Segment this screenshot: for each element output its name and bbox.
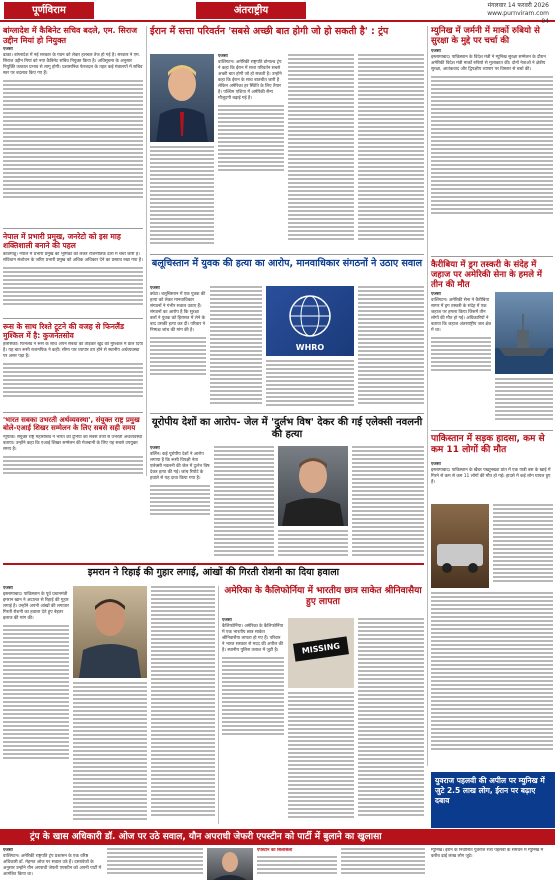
dateline: एजेंसी: [150, 446, 160, 451]
headline-accident: पाकिस्तान में सड़क हादसा, कम से कम 11 लोगों की मौत: [431, 434, 545, 455]
divider: [3, 563, 424, 565]
navalny-photo-illustration: [278, 446, 348, 526]
text-filler: [150, 485, 210, 515]
page-number: 04: [541, 18, 549, 25]
body-un: [3, 435, 143, 489]
headline-iran: ईरान में सत्ता परिवर्तन 'सबसे अच्छी बात होगी जो हो सकती है' : ट्रंप: [150, 26, 389, 37]
text-filler: [431, 592, 553, 750]
munich-story: [431, 26, 553, 245]
date-line: [487, 2, 549, 26]
divider: [3, 412, 143, 413]
headline-nepal: नेपाल में प्रभारी प्रमुख, जनरेटो को इस माह शक्तिशाली बनाने की पहल: [3, 232, 121, 250]
russia-finland-story: [3, 322, 143, 422]
body-imran-col2: [73, 682, 147, 822]
dateline: एजेंसी: [222, 618, 232, 623]
left-column: [3, 26, 143, 237]
dateline: एजेंसी: [218, 54, 228, 59]
text-filler: [107, 848, 203, 874]
body-california: [222, 618, 284, 822]
text-filler: [431, 337, 491, 371]
body-accident-cont: [431, 592, 553, 752]
text-baluchistan: क्वेटा। बलूचिस्तान में एक युवक की हत्या को लेकर मानवाधिकार संगठनों ने गंभीर सवाल उठाए हैं। संगठनों का आरोप है कि सुरक्षा बलों ने युवक को हिरासत में लेने के बाद उसकी हत्या कर दी। परिवार ने निष्पक्ष जांच की मांग की है।: [150, 292, 206, 333]
body-baluchistan-col4: [358, 286, 424, 410]
website: www.purnviram.com: [487, 10, 549, 17]
navalny-story: [150, 417, 424, 441]
text-imran: इस्लामाबाद। पाकिस्तान के पूर्व प्रधानमंत्री इमरान खान ने अदालत से रिहाई की गुहार लगाई है। उन्होंने अपनी आंखों की लगातार गिरती रोशनी का हवाला देते हुए बेहतर इलाज की मांग की।: [3, 592, 69, 621]
text-filler: [3, 363, 143, 397]
logo-caption: WHRO: [295, 343, 325, 352]
text-filler: [278, 530, 348, 556]
divider: [150, 413, 424, 414]
text-filler: [3, 80, 143, 198]
headline-california: अमेरिका के कैलिफोर्निया में भारतीय छात्र साकेत श्रीनिवासैया हुए लापता: [224, 586, 422, 607]
accident-photo: [431, 504, 489, 588]
bottom-banner-headline: ट्रंप के खास अधिकारी डॉ. ओज पर उठे सवाल, यौन अपराधी जेफरी एपस्टीन को पार्टी में बुलाने का खुलासा: [0, 829, 555, 845]
dateline: एजेंसी: [3, 848, 13, 853]
navalny-photo: [278, 446, 348, 526]
body-bangladesh: [3, 47, 143, 237]
headline-un: 'भारत सबका उभरती अर्थव्यवस्था', संयुक्त राष्ट्र प्रमुख बोले-एआई शिखर सम्मेलन के लिए सबसे सही समय: [3, 416, 140, 433]
text-filler: [3, 456, 143, 474]
text-finland: हेलसिंकी। फिनलैंड ने रूस के साथ अपने संबंधों को तोड़कर खुद को मुश्किल में डाल दिया है। यह बात रूसी राजनयिक ने कही। सीमा पार व्यापार ठप होने से स्थानीय अर्थव्यवस्था पर असर पड़ा है।: [3, 342, 143, 359]
warship-photo: [495, 292, 553, 374]
dateline: एजेंसी: [431, 462, 441, 467]
text-filler: [358, 618, 424, 816]
dateline: एजेंसी: [431, 49, 441, 55]
iran-story: [150, 26, 422, 37]
body-navalny-col4: [352, 446, 424, 560]
body-caribbean: [431, 292, 491, 426]
text-filler: [266, 360, 354, 406]
body-oz-col4: [341, 848, 425, 880]
text-munich: इस्लामाबाद। पाकिस्तान के विदेश मंत्री ने म्युनिख सुरक्षा सम्मेलन के दौरान अमेरिकी विदेश मंत्री मार्को रुबियो से मुलाकात की। दोनों नेताओं ने क्षेत्रीय सुरक्षा, आतंकवाद और द्विपक्षीय व्यापार पर विस्तार से चर्चा की।: [431, 55, 546, 73]
body-baluchistan-col3: [266, 360, 354, 410]
body-iran-col3: [288, 54, 354, 250]
text-nepal: काठमांडू। नेपाल में प्रभारी प्रमुख की भूमिका को लेकर राजनीतिक दलों में चर्चा जारी है। संविधान संशोधन के जरिए प्रभारी प्रमुख को अधिक अधिकार देने का प्रस्ताव रखा गया है।: [3, 252, 143, 263]
body-oz: [3, 848, 103, 880]
column-divider: [146, 26, 147, 476]
text-filler: [150, 146, 214, 244]
missing-label: MISSING: [293, 636, 349, 661]
text-filler: [210, 286, 262, 404]
text-filler: [493, 504, 553, 582]
column-divider: [218, 586, 219, 824]
body-oz-col2: [107, 848, 203, 880]
body-imran-col3: [151, 586, 215, 822]
text-filler: [3, 267, 143, 305]
text-oz: वाशिंगटन। अमेरिकी राष्ट्रपति ट्रंप प्रशासन के एक वरिष्ठ अधिकारी डॉ. मेहमत ओज पर सवाल उठे हैं। दस्तावेजों के अनुसार उन्होंने यौन अपराधी जेफरी एपस्टीन को अपनी पार्टी में आमंत्रित किया था।: [3, 854, 102, 877]
paper-name: पूर्णविराम: [4, 2, 94, 19]
text-filler: [288, 692, 354, 818]
body-imran: [3, 586, 69, 822]
headline-caribbean: कैरीबिया में ड्रग तस्करी के संदेह में जहाज पर अमेरिकी सेना के हमले में तीन की मौत: [431, 260, 543, 291]
subhead-epstein: एपस्टीन का सिलसिला: [257, 848, 293, 853]
text-filler: [3, 625, 69, 759]
text-accident: इस्लामाबाद। पाकिस्तान के खैबर पख्तूनख्वा प्रांत में एक यात्री बस के खाई में गिरने से कम से कम 11 लोगों की मौत हो गई। हादसे में कई लोग घायल हुए हैं।: [431, 468, 551, 485]
text-iran: वाशिंगटन। अमेरिकी राष्ट्रपति डोनाल्ड ट्रंप ने कहा कि ईरान में सत्ता परिवर्तन सबसे अच्छी बात होगी जो हो सकती है। उन्होंने कहा कि ईरान के साथ बातचीत जारी है लेकिन अमेरिका हर स्थिति के लिए तैयार है। पश्चिम एशिया में अमेरिकी सैन्य मौजूदगी बढ़ाई गई है।: [218, 60, 282, 101]
text-filler: [222, 657, 284, 735]
nepal-story: [3, 232, 143, 328]
dateline: एजेंसी: [3, 47, 13, 53]
headline-baluchistan: बलूचिस्तान में युवक की हत्या का आरोप, मानवाधिकार संगठनों ने उठाए सवाल: [151, 258, 423, 269]
divider: [150, 254, 424, 255]
body-pahlavi: [431, 848, 553, 880]
body-accident-col2: [493, 504, 553, 588]
missing-poster: [288, 618, 354, 688]
text-filler: [257, 856, 337, 874]
divider: [431, 256, 553, 257]
imran-photo-illustration: [73, 586, 147, 678]
oz-photo-illustration: [207, 848, 253, 880]
trump-photo-illustration: [150, 54, 214, 142]
headline-navalny: यूरोपीय देशों का आरोप- जेल में 'दुर्लभ विष' देकर की गई एलेक्सी नवलनी की हत्या: [151, 417, 423, 440]
text-filler: [341, 848, 425, 874]
dateline: एजेंसी: [431, 292, 441, 297]
text-pahlavi: म्युनिख। ईरान के निर्वासित युवराज रजा पहलवी के समर्थन में म्युनिख में करीब ढाई लाख लोग जुटे।: [431, 848, 544, 859]
text-filler: [358, 286, 424, 404]
body-california-col3: [358, 618, 424, 822]
divider: [3, 228, 143, 229]
text-filler: [73, 682, 147, 820]
text-bangladesh: ढाका। बांग्लादेश में नई सरकार के गठन को लेकर हलचल तेज हो गई है। सरकार ने एम. सिराज उद्दीन मियां को नया कैबिनेट सचिव नियुक्त किया है। अधिसूचना के अनुसार नियुक्ति तत्काल प्रभाव से लागू होगी। प्रशासनिक फेरबदल के तहत कई मंत्रालयों में सचिव स्तर पर बदलाव किए गए हैं।: [3, 53, 143, 77]
body-california-col2: [288, 692, 354, 822]
headline-pahlavi: युवराज पहलवी की अपील पर म्युनिख में जुटे 2.5 लाख लोग, ईरान पर बढ़ाए दबाव: [435, 776, 545, 805]
divider: [431, 430, 553, 431]
body-caribbean-col2: [495, 378, 553, 426]
text-california: कैलिफोर्निया। अमेरिका के कैलिफोर्निया में एक भारतीय छात्र साकेत श्रीनिवासैया लापता हो गए हैं। परिवार ने भारत सरकार से मदद की अपील की है। स्थानीय पुलिस तलाश में जुटी है।: [222, 624, 284, 653]
text-filler: [288, 54, 354, 240]
warship-illustration: [495, 292, 553, 374]
divider: [3, 318, 143, 319]
body-iran-cont: [150, 146, 214, 250]
body-oz-col3: [257, 848, 337, 880]
un-story: [3, 416, 143, 489]
body-finland: [3, 342, 143, 422]
body-nepal: [3, 252, 143, 328]
trump-photo: [150, 54, 214, 142]
body-iran-col4: [358, 54, 424, 250]
section-title: अंतराष्ट्रीय: [196, 2, 306, 19]
whro-logo-image: [266, 286, 354, 356]
dr-oz-photo: [207, 848, 253, 880]
body-baluchistan: [150, 286, 206, 410]
body-iran: [218, 54, 284, 250]
text-filler: [358, 54, 424, 240]
text-un: न्यूयॉर्क। संयुक्त राष्ट्र महासचिव ने भारत को दुनिया की सबसे तेजी से उभरती अर्थव्यवस्था बताया। उन्होंने कहा कि एआई शिखर सम्मेलन की मेजबानी के लिए यह सबसे उपयुक्त समय है।: [3, 434, 143, 452]
headline-finland: रूस के साथ रिश्ते टूटने की वजह से फिनलैंड मुश्किल में है: कुजनेतसोव: [3, 322, 125, 340]
imran-story: [3, 567, 424, 578]
text-filler: [352, 446, 424, 556]
pahlavi-box: [431, 772, 555, 828]
text-navalny: बर्लिन। कई यूरोपीय देशों ने आरोप लगाया है कि रूसी विपक्षी नेता एलेक्सी नवलनी की जेल में दुर्लभ विष देकर हत्या की गई। जांच रिपोर्ट के हवाले से यह दावा किया गया है।: [150, 452, 210, 481]
text-filler: [495, 378, 553, 420]
masthead: [0, 0, 555, 25]
baluchistan-story: [150, 258, 424, 269]
dateline: एजेंसी: [3, 586, 13, 591]
imran-photo: [73, 586, 147, 678]
accident-illustration: [431, 504, 489, 588]
body-navalny: [150, 446, 210, 560]
date: मंगलवार 14 फरवरी 2026: [487, 2, 549, 9]
pak-accident-story: [431, 434, 553, 456]
headline-imran: इमरान ने रिहाई की गुहार लगाई, आंखों की गिरती रोशनी का दिया हवाला: [87, 567, 340, 578]
dateline: एजेंसी: [150, 286, 160, 291]
column-divider: [427, 26, 428, 766]
body-munich: [431, 49, 553, 245]
headline-munich: म्युनिख में जर्मनी में मार्को रुबियो से सुरक्षा के मुद्दे पर चर्चा की: [431, 26, 540, 47]
headline-bangladesh: बांग्लादेश में कैबिनेट सचिव बदले, एम. सिराज उद्दीन मियां हो नियुक्त: [3, 26, 138, 45]
body-navalny-col2: [214, 446, 274, 560]
text-filler: [151, 586, 215, 816]
text-caribbean: वाशिंगटन। अमेरिकी सेना ने कैरीबिया सागर में ड्रग तस्करी के संदेह में एक जहाज पर हमला किया जिसमें तीन लोगों की मौत हो गई। अधिकारियों ने बताया कि जहाज अंतरराष्ट्रीय जल क्षेत्र में था।: [431, 298, 491, 333]
body-navalny-col3: [278, 530, 348, 560]
text-filler: [150, 337, 206, 375]
caribbean-story: [431, 260, 553, 291]
text-filler: [218, 105, 284, 171]
text-filler: [214, 446, 274, 556]
california-story: [222, 586, 424, 608]
body-baluchistan-col2: [210, 286, 262, 410]
text-filler: [431, 76, 553, 214]
body-accident: [431, 462, 553, 500]
